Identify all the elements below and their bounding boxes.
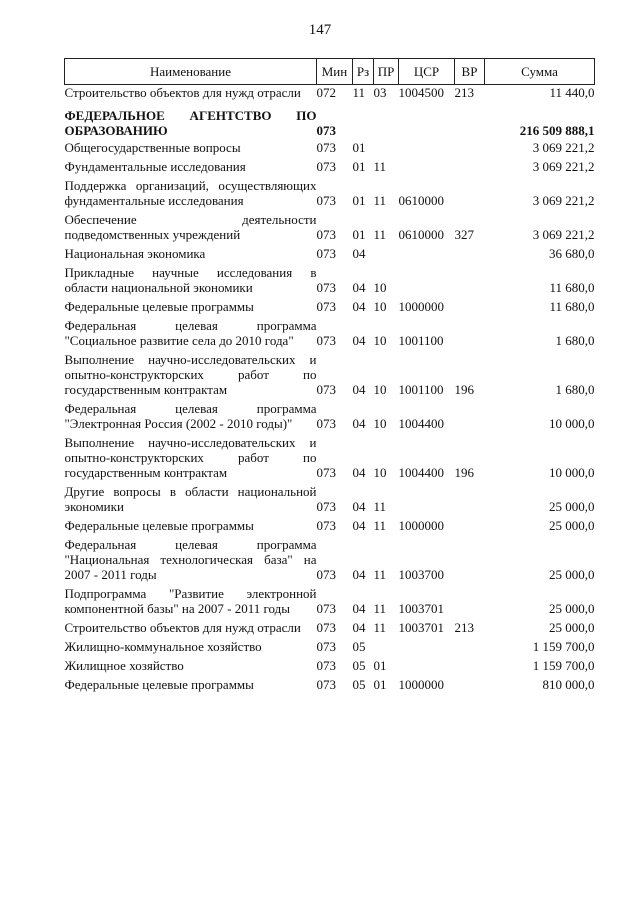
cell-pr: 11 <box>373 518 387 533</box>
cell-pr: 11 <box>373 227 387 242</box>
cell-vr <box>455 174 485 208</box>
table-row <box>65 138 595 155</box>
cell-csr <box>399 100 455 138</box>
cell-pr: 11 <box>373 601 387 616</box>
cell-csr: 1004400 <box>398 416 444 431</box>
cell-vr: 213 <box>454 85 474 100</box>
cell-csr <box>399 635 455 654</box>
cell-rz: 01 <box>352 193 366 208</box>
cell-vr <box>455 533 485 582</box>
cell-vr: 196 <box>454 465 474 480</box>
cell-name: Федеральные целевые программы <box>64 518 254 533</box>
cell-pr: 03 <box>373 85 387 100</box>
cell-sum: 3 069 221,2 <box>532 159 595 174</box>
cell-csr <box>399 261 455 295</box>
cell-rz: 11 <box>352 85 366 100</box>
cell-csr <box>399 242 455 261</box>
table-row <box>65 348 595 397</box>
cell-csr: 1001100 <box>398 382 444 397</box>
cell-name: Федеральная целевая программа "Социальное развитие села до 2010 года" <box>64 318 317 348</box>
cell-min: 073 <box>316 601 336 616</box>
cell-pr <box>374 138 399 155</box>
cell-pr: 10 <box>373 280 387 295</box>
cell-csr: 1003701 <box>398 620 444 635</box>
cell-name: Прикладные научные исследования в области национальной экономики <box>64 265 317 295</box>
cell-rz: 04 <box>352 246 366 261</box>
cell-csr: 1003700 <box>398 567 444 582</box>
cell-csr: 0610000 <box>398 193 444 208</box>
table-row <box>65 480 595 514</box>
cell-sum: 810 000,0 <box>542 677 595 692</box>
cell-csr <box>399 155 455 174</box>
cell-sum: 25 000,0 <box>549 567 595 582</box>
cell-pr: 11 <box>373 159 387 174</box>
cell-vr <box>455 295 485 314</box>
cell-pr: 01 <box>373 658 387 673</box>
cell-vr <box>455 582 485 616</box>
cell-rz: 04 <box>352 333 366 348</box>
cell-min: 073 <box>316 227 336 242</box>
cell-sum: 11 680,0 <box>549 280 595 295</box>
cell-vr <box>455 514 485 533</box>
header-pr: ПР <box>374 59 399 85</box>
cell-min: 073 <box>316 280 336 295</box>
cell-name: Другие вопросы в области национальной экономики <box>64 484 317 514</box>
cell-sum: 1 680,0 <box>555 333 595 348</box>
cell-pr: 10 <box>373 299 387 314</box>
cell-rz: 04 <box>352 567 366 582</box>
cell-sum: 10 000,0 <box>549 416 595 431</box>
header-rz: Рз <box>353 59 374 85</box>
cell-sum: 216 509 888,1 <box>519 123 595 138</box>
cell-min: 073 <box>316 639 336 654</box>
cell-pr: 11 <box>373 620 387 635</box>
table-row <box>65 533 595 582</box>
cell-min: 073 <box>316 159 336 174</box>
table-row <box>65 582 595 616</box>
table-row <box>65 208 595 242</box>
cell-rz: 05 <box>352 677 366 692</box>
cell-sum: 36 680,0 <box>549 246 595 261</box>
cell-min: 073 <box>316 416 336 431</box>
page-number: 147 <box>308 22 332 38</box>
cell-min: 073 <box>316 299 336 314</box>
cell-sum: 25 000,0 <box>549 518 595 533</box>
cell-vr <box>455 654 485 673</box>
cell-csr: 1000000 <box>398 299 444 314</box>
cell-pr: 10 <box>373 465 387 480</box>
cell-vr: 196 <box>454 382 474 397</box>
cell-name: Федеральные целевые программы <box>64 299 254 314</box>
cell-name: Поддержка организаций, осуществляющих фундаментальные исследования <box>64 178 317 208</box>
cell-csr: 1000000 <box>398 518 444 533</box>
cell-csr: 0610000 <box>398 227 444 242</box>
table-row <box>65 174 595 208</box>
cell-csr: 1003701 <box>398 601 444 616</box>
cell-csr: 1001100 <box>398 333 444 348</box>
cell-pr: 10 <box>373 382 387 397</box>
cell-rz: 04 <box>352 382 366 397</box>
cell-name: Жилищно-коммунальное хозяйство <box>64 639 262 654</box>
cell-pr: 11 <box>373 499 387 514</box>
header-vr: ВР <box>455 59 485 85</box>
cell-rz: 04 <box>352 416 366 431</box>
table-row <box>65 261 595 295</box>
cell-name: Строительство объектов для нужд отрасли <box>64 620 301 635</box>
cell-rz: 05 <box>352 658 366 673</box>
header-name: Наименование <box>65 59 317 85</box>
cell-csr <box>399 654 455 673</box>
cell-min: 073 <box>316 193 336 208</box>
header-csr: ЦСР <box>399 59 455 85</box>
cell-rz: 04 <box>352 465 366 480</box>
cell-min: 073 <box>316 140 336 155</box>
cell-min: 073 <box>316 465 336 480</box>
cell-sum: 25 000,0 <box>549 601 595 616</box>
table-row <box>65 100 595 138</box>
cell-vr <box>455 397 485 431</box>
cell-name: ФЕДЕРАЛЬНОЕ АГЕНТСТВО ПО ОБРАЗОВАНИЮ <box>64 108 317 138</box>
cell-vr <box>455 261 485 295</box>
cell-name: Жилищное хозяйство <box>64 658 184 673</box>
header-min: Мин <box>317 59 353 85</box>
cell-min: 073 <box>316 677 336 692</box>
table-row <box>65 155 595 174</box>
cell-pr: 10 <box>373 416 387 431</box>
cell-pr: 11 <box>373 193 387 208</box>
cell-rz: 01 <box>352 140 366 155</box>
cell-vr <box>455 155 485 174</box>
table-row <box>65 673 595 692</box>
cell-rz: 04 <box>352 280 366 295</box>
cell-rz <box>353 100 374 138</box>
table-body <box>65 85 595 693</box>
cell-csr: 1004500 <box>398 85 444 100</box>
cell-min: 073 <box>316 620 336 635</box>
cell-name: Фундаментальные исследования <box>64 159 246 174</box>
cell-pr: 01 <box>373 677 387 692</box>
cell-pr <box>374 100 399 138</box>
cell-min: 072 <box>316 85 336 100</box>
cell-min: 073 <box>316 246 336 261</box>
cell-pr <box>374 635 399 654</box>
cell-rz: 01 <box>352 227 366 242</box>
cell-sum: 3 069 221,2 <box>532 193 595 208</box>
cell-rz: 04 <box>352 620 366 635</box>
header-sum: Сумма <box>485 59 595 85</box>
cell-min: 073 <box>316 123 336 138</box>
cell-name: Обеспечение деятельности подведомственных учреждений <box>64 212 317 242</box>
cell-vr <box>455 314 485 348</box>
cell-sum: 25 000,0 <box>549 620 595 635</box>
table-row <box>65 514 595 533</box>
cell-vr: 327 <box>454 227 474 242</box>
table-row <box>65 295 595 314</box>
cell-vr <box>455 635 485 654</box>
cell-min: 073 <box>316 499 336 514</box>
table-row <box>65 431 595 480</box>
cell-rz: 04 <box>352 499 366 514</box>
table-header <box>65 59 595 85</box>
cell-sum: 25 000,0 <box>549 499 595 514</box>
cell-name: Федеральная целевая программа "Электронная Россия (2002 - 2010 годы)" <box>64 401 317 431</box>
cell-name: Федеральные целевые программы <box>64 677 254 692</box>
table-row <box>65 654 595 673</box>
cell-pr <box>374 242 399 261</box>
cell-sum: 1 159 700,0 <box>532 658 595 673</box>
cell-name: Федеральная целевая программа "Национальная технологическая база" на 2007 - 2011 годы <box>64 537 317 582</box>
cell-rz: 01 <box>352 159 366 174</box>
cell-sum: 11 440,0 <box>549 85 595 100</box>
cell-sum: 1 159 700,0 <box>532 639 595 654</box>
cell-vr <box>455 673 485 692</box>
table-row <box>65 85 595 101</box>
cell-name: Выполнение научно-исследовательских и опытно-конструкторских работ по государственным контрактам <box>64 435 317 480</box>
budget-table <box>64 58 595 692</box>
cell-min: 073 <box>316 333 336 348</box>
cell-sum: 3 069 221,2 <box>532 140 595 155</box>
cell-csr <box>399 138 455 155</box>
cell-sum: 3 069 221,2 <box>532 227 595 242</box>
table-row <box>65 397 595 431</box>
cell-name: Национальная экономика <box>64 246 206 261</box>
table-row <box>65 616 595 635</box>
cell-vr <box>455 242 485 261</box>
cell-min: 073 <box>316 382 336 397</box>
cell-rz: 04 <box>352 601 366 616</box>
table-row <box>65 242 595 261</box>
cell-vr <box>455 100 485 138</box>
cell-sum: 1 680,0 <box>555 382 595 397</box>
cell-pr: 11 <box>373 567 387 582</box>
table-row <box>65 314 595 348</box>
cell-pr: 10 <box>373 333 387 348</box>
cell-csr: 1004400 <box>398 465 444 480</box>
cell-min: 073 <box>316 567 336 582</box>
cell-vr: 213 <box>454 620 474 635</box>
cell-sum: 10 000,0 <box>549 465 595 480</box>
table-row <box>65 635 595 654</box>
cell-rz: 04 <box>352 518 366 533</box>
cell-name: Выполнение научно-исследовательских и опытно-конструкторских работ по государственным контрактам <box>64 352 317 397</box>
cell-vr <box>455 480 485 514</box>
cell-csr <box>399 480 455 514</box>
cell-sum: 11 680,0 <box>549 299 595 314</box>
cell-vr <box>455 138 485 155</box>
cell-name: Подпрограмма "Развитие электронной компонентной базы" на 2007 - 2011 годы <box>64 586 317 616</box>
cell-min: 073 <box>316 658 336 673</box>
cell-min: 073 <box>316 518 336 533</box>
cell-name: Общегосударственные вопросы <box>64 140 241 155</box>
cell-name: Строительство объектов для нужд отрасли <box>64 85 301 100</box>
cell-rz: 04 <box>352 299 366 314</box>
cell-csr: 1000000 <box>398 677 444 692</box>
cell-rz: 05 <box>352 639 366 654</box>
